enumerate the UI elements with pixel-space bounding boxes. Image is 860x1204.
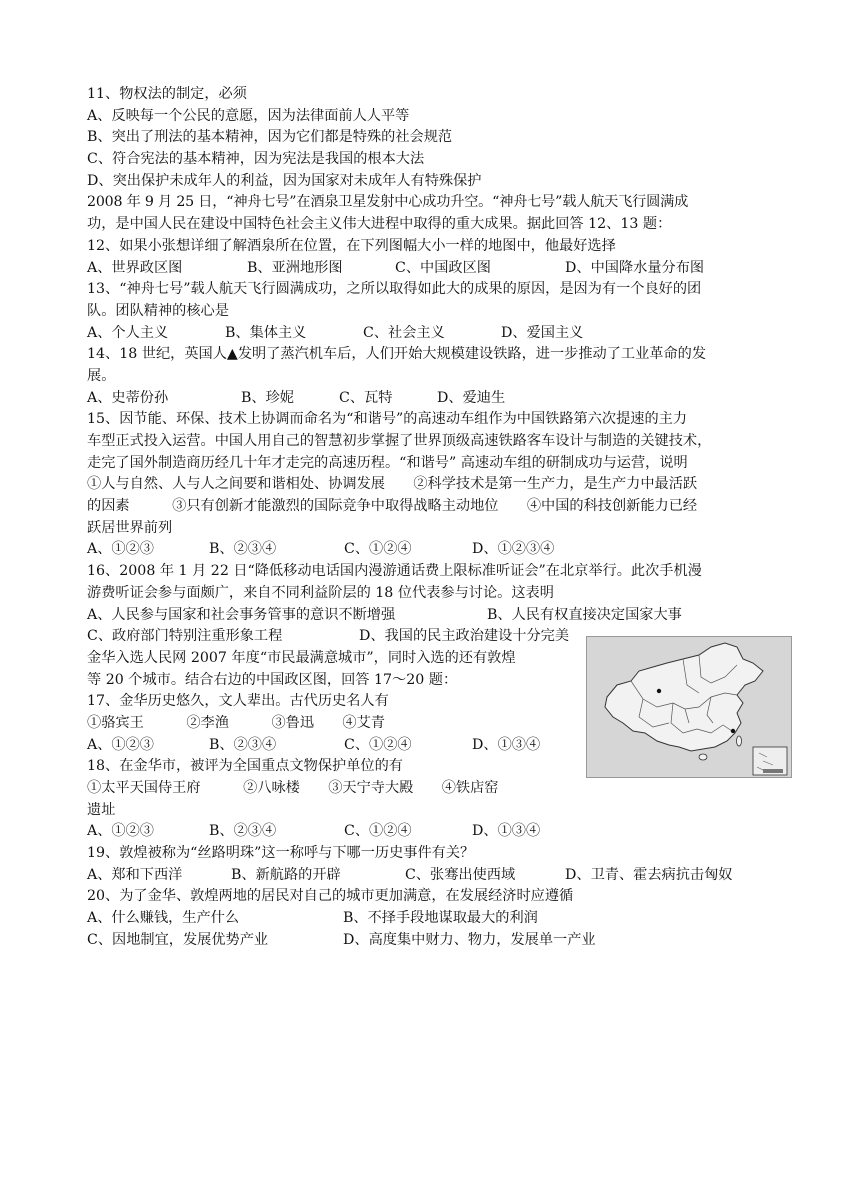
intro-17-20-line1: 金华入选人民网 2007 年度“市民最满意城市”，同时入选的还有敦煌 <box>87 649 516 666</box>
q18-option-b: B、②③④ <box>209 823 277 840</box>
q13-option-b: B、集体主义 <box>225 324 307 341</box>
hainan-island <box>699 754 707 760</box>
q15-stem-line1: 15、因节能、环保、技术上协调而命名为“和谐号”的高速动车组作为中国铁路第六次提速的主力 <box>87 411 688 428</box>
q17-stem: 17、金华历史悠久，文人辈出。古代历史名人有 <box>87 693 389 710</box>
china-map-drawing <box>587 637 791 777</box>
q17-option-a: A、①②③ <box>87 736 154 753</box>
q20-option-a: A、什么赚钱，生产什么 <box>87 910 240 927</box>
q14-stem-line1: 14、18 世纪，英国人▲发明了蒸汽机车后，人们开始大规模建设铁路，进一步推动了工业革命的发 <box>87 346 707 363</box>
taiwan-island <box>737 736 742 746</box>
q16-option-a: A、人民参与国家和社会事务管事的意识不断增强 <box>87 606 396 623</box>
q11-option-b: B、突出了刑法的基本精神，因为它们都是特殊的社会规范 <box>87 129 453 146</box>
q18-option-a: A、①②③ <box>87 823 154 840</box>
q14-option-d: D、爱迪生 <box>437 389 506 406</box>
q15-stem-line4: ①人与自然、人与人之间要和谐相处、协调发展 ②科学技术是第一生产力，是生产力中最活跃 <box>87 476 698 493</box>
q18-stem: 18、在金华市，被评为全国重点文物保护单位的有 <box>87 758 403 775</box>
q18-options <box>87 821 787 843</box>
china-political-map <box>586 636 792 778</box>
q16-option-c: C、政府部门特别注重形象工程 <box>87 628 283 645</box>
exam-page <box>87 84 787 952</box>
q14-option-a: A、史蒂份孙 <box>87 389 169 406</box>
q17-items: ①骆宾王 ②李渔 ③鲁迅 ④艾青 <box>87 714 385 731</box>
q15-option-a: A、①②③ <box>87 541 154 558</box>
q16-stem-line1: 16、2008 年 1 月 22 日“降低移动电话国内漫游通话费上限标准听证会”在北京举行。此次手机漫 <box>87 563 702 580</box>
q20-stem: 20、为了金华、敦煌两地的居民对自己的城市更加满意，在发展经济时应遵循 <box>87 888 574 905</box>
q17-option-d: D、①③④ <box>472 736 541 753</box>
q14-option-b: B、珍妮 <box>241 389 294 406</box>
q19-option-c: C、张骞出使西域 <box>405 866 516 883</box>
q15-options <box>87 539 787 561</box>
q19-option-d: D、卫青、霍去病抗击匈奴 <box>565 866 733 883</box>
q20-option-d: D、高度集中财力、物力，发展单一产业 <box>343 931 596 948</box>
q20-option-c: C、因地制宜，发展优势产业 <box>87 931 269 948</box>
q19-option-a: A、郑和下西洋 <box>87 866 183 883</box>
q14-options <box>87 388 787 410</box>
q16-option-d: D、我国的民主政治建设十分完美 <box>359 628 570 645</box>
q16-option-b: B、人民有权直接决定国家大事 <box>487 606 682 623</box>
q12-stem: 12、如果小张想详细了解酒泉所在位置，在下列图幅大小一样的地图中，他最好选择 <box>87 237 616 254</box>
q12-option-c: C、中国政区图 <box>395 259 491 276</box>
jinhua-marker <box>731 729 735 733</box>
q13-option-c: C、社会主义 <box>363 324 445 341</box>
q17-option-b: B、②③④ <box>209 736 277 753</box>
q14-stem-line2: 展。 <box>87 367 116 384</box>
q13-options <box>87 323 787 345</box>
q19-option-b: B、新航路的开辟 <box>231 866 341 883</box>
q18-items-line2: 遗址 <box>87 801 116 818</box>
q18-option-c: C、①②④ <box>344 823 412 840</box>
q15-option-b: B、②③④ <box>209 541 277 558</box>
q13-option-a: A、个人主义 <box>87 324 169 341</box>
q16-stem-line2: 游费听证会参与面颇广，来自不同利益阶层的 18 位代表参与讨论。这表明 <box>87 584 554 601</box>
q15-stem-line3: 走完了国外制造商历经几十年才走完的高速历程。“和谐号” 高速动车组的研制成功与运营，说明 <box>87 454 688 471</box>
intro-12-13-line2: 功，是中国人民在建设中国特色社会主义伟大进程中取得的重大成果。据此回答 12、13 题： <box>87 216 672 233</box>
q19-options <box>87 865 787 887</box>
q13-option-d: D、爱国主义 <box>501 324 584 341</box>
q14-option-c: C、瓦特 <box>339 389 393 406</box>
q18-items-line1: ①太平天国侍王府 ②八咏楼 ③天宁寺大殿 ④铁店窑 <box>87 780 499 796</box>
q17-option-c: C、①②④ <box>344 736 412 753</box>
q12-option-b: B、亚洲地形图 <box>247 259 343 276</box>
q20-options-row1 <box>87 908 787 930</box>
q11-stem: 11、物权法的制定，必须 <box>87 86 247 102</box>
intro-17-20-line2: 等 20 个城市。结合右边的中国政区图，回答 17～20 题： <box>87 671 458 688</box>
q11-option-d: D、突出保护未成年人的利益，因为国家对未成年人有特殊保护 <box>87 172 482 189</box>
q12-option-a: A、世界政区图 <box>87 259 183 276</box>
q15-option-c: C、①②④ <box>344 541 412 558</box>
q11-option-a: A、反映每一个公民的意愿，因为法律面前人人平等 <box>87 107 410 124</box>
q12-option-d: D、中国降水量分布图 <box>565 259 705 276</box>
q15-stem-line5: 的因素 ③只有创新才能激烈的国际竞争中取得战略主动地位 ④中国的科技创新能力已经 <box>87 498 698 515</box>
q15-stem-line6: 跃居世界前列 <box>87 519 173 536</box>
q20-options-row2 <box>87 930 787 952</box>
intro-12-13-line1: 2008 年 9 月 25 日，“神舟七号”在酒泉卫星发射中心成功升空。“神舟七号”载人航天飞行圆满成 <box>87 194 689 211</box>
q11-option-c: C、符合宪法的基本精神，因为宪法是我国的根本大法 <box>87 151 425 168</box>
q12-options <box>87 258 787 280</box>
q15-option-d: D、①②③④ <box>472 541 555 558</box>
dunhuang-marker <box>657 689 661 693</box>
q18-option-d: D、①③④ <box>472 823 541 840</box>
q20-option-b: B、不择手段地谋取最大的利润 <box>343 910 538 927</box>
q13-stem-line1: 13、“神舟七号”载人航天飞行圆满成功，之所以取得如此大的成果的原因，是因为有一个良好的团 <box>87 281 702 298</box>
q19-stem: 19、敦煌被称为“丝路明珠”这一称呼与下哪一历史事件有关？ <box>87 845 475 862</box>
q15-stem-line2: 车型正式投入运营。中国人用自己的智慧初步掌握了世界顶级高速铁路客车设计与制造的关键技术， <box>87 433 712 449</box>
q16-options-row1 <box>87 605 787 627</box>
q13-stem-line2: 队。团队精神的核心是 <box>87 302 229 319</box>
